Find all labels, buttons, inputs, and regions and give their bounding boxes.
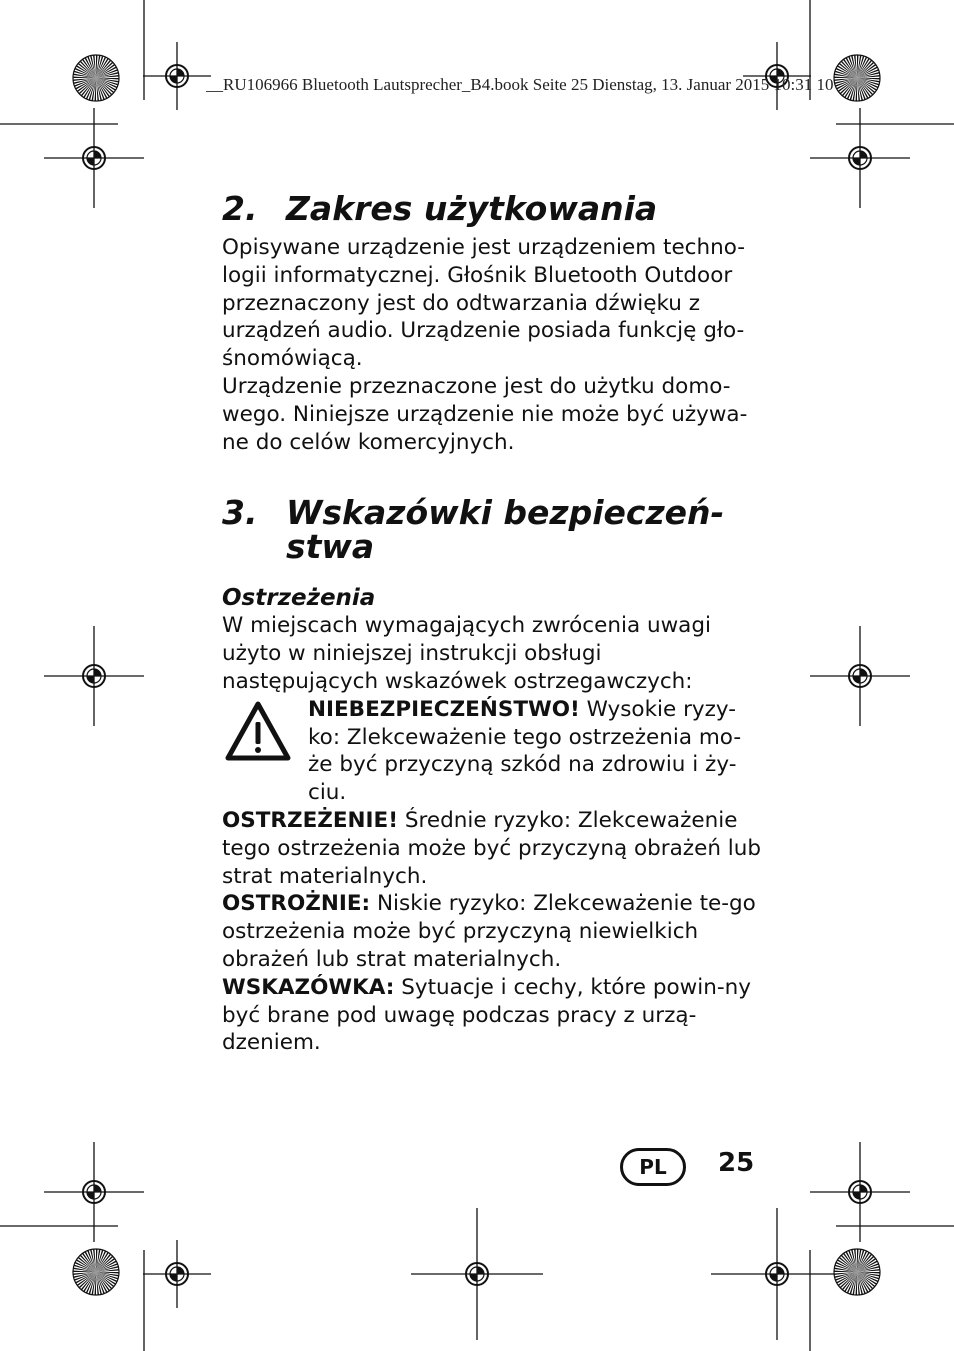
registration-mark-icon: [810, 626, 910, 726]
warning-triangle-icon: [222, 696, 308, 766]
page-number: 25: [718, 1148, 755, 1178]
registration-mark-icon: [810, 108, 910, 208]
registration-mark-icon: [143, 42, 211, 110]
section-safety: [222, 493, 762, 1057]
section-heading: [222, 189, 762, 228]
warning-text: [222, 890, 762, 973]
registration-mark-icon: [44, 108, 144, 208]
warning-label: OSTRZEŻENIE!: [222, 807, 399, 833]
paragraph: W miejscach wymagających zwrócenia uwagi użyto w niniejszej instrukcji obsługi następujących wskazówek ostrzegawczych:: [222, 613, 711, 694]
registration-mark-icon: [143, 1240, 211, 1308]
section-heading: [222, 493, 762, 567]
file-header: __RU106966 Bluetooth Lautsprecher_B4.book Seite 25 Dienstag, 13. Januar 2015 10:31 10: [206, 75, 834, 94]
warning-label: NIEBEZPIECZEŃSTWO!: [308, 696, 580, 722]
registration-mark-icon: [711, 1208, 843, 1340]
warning-description: Średnie ryzyko: Zlekceważenie tego ostrzeżenia może być przyczyną obrażeń lub strat materialnych.: [222, 807, 762, 889]
warning-label: WSKAZÓWKA:: [222, 974, 395, 1000]
section-number: 2.: [222, 189, 258, 228]
starburst-target-icon: [834, 1249, 880, 1295]
section-title: Zakres użytkowania: [286, 189, 658, 228]
registration-mark-icon: [411, 1208, 543, 1340]
section-number: 3.: [222, 493, 258, 533]
paragraph: Urządzenie przeznaczone jest do użytku domo-wego. Niniejsze urządzenie nie może być używa-ne do celów komercyjnych.: [222, 373, 748, 455]
warning-text: [222, 974, 762, 1057]
registration-mark-icon: [44, 1142, 144, 1242]
paragraph: Opisywane urządzenie jest urządzeniem techno-logii informatycznej. Głośnik Bluetooth Outdoor przeznaczony jest do odtwarzania dźwięku z urządzeń audio. Urządzenie posiada funkcję gło-śnomówiącą.: [222, 235, 746, 372]
warning-description: Wysokie ryzy-ko: Zlekceważenie tego ostrzeżenia mo-że być przyczyną szkód na zdrowiu i ży-ciu.: [308, 696, 742, 806]
danger-warning: [222, 696, 762, 807]
starburst-target-icon: [73, 1249, 119, 1295]
language-badge: PL: [620, 1148, 686, 1186]
warning-text: [308, 696, 762, 807]
warning-label: OSTROŻNIE:: [222, 891, 371, 917]
warning-text: [222, 807, 762, 890]
registration-mark-icon: [810, 1142, 910, 1242]
section-usage: [222, 189, 762, 456]
warning-description: Niskie ryzyko: Zlekceważenie te-go ostrzeżenia może być przyczyną niewielkich obrażeń lub strat materialnych.: [222, 891, 756, 972]
page-footer: [620, 1145, 760, 1185]
section-title: Wskazówki bezpieczeń-stwa: [286, 493, 725, 567]
registration-mark-icon: [44, 626, 144, 726]
page-content: [222, 189, 762, 1057]
starburst-target-icon: [73, 55, 119, 101]
warning-description: Sytuacje i cechy, które powin-ny być brane pod uwagę podczas pracy z urzą-dzeniem.: [222, 974, 751, 1056]
subheading: Ostrzeżenia: [222, 585, 376, 612]
